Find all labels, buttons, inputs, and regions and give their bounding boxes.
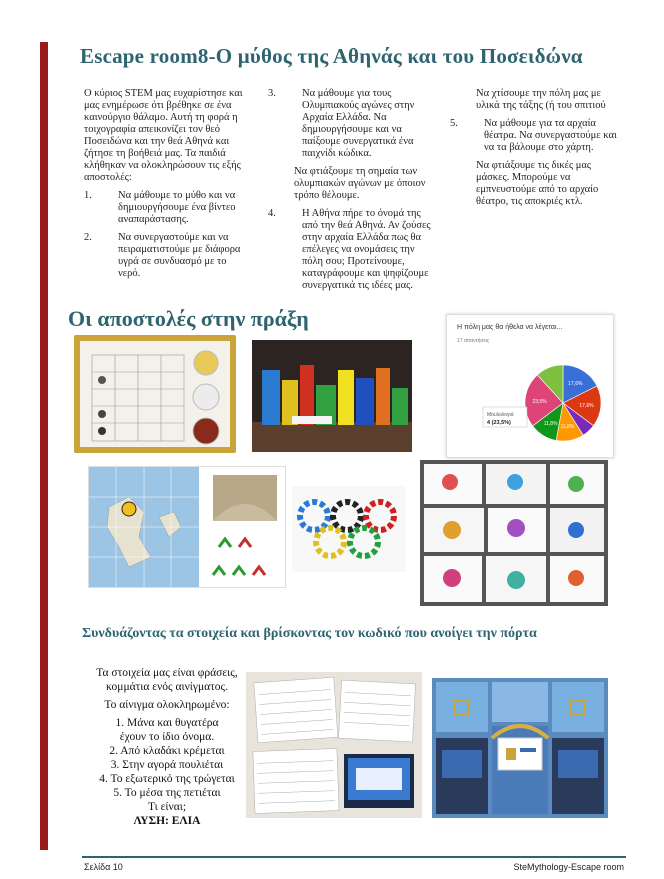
chart-card xyxy=(446,314,614,458)
photo-drawings-collage xyxy=(420,460,608,606)
riddle-line: Τι είναι; xyxy=(147,801,187,813)
photo-olympic-rings xyxy=(292,486,406,572)
page-title: Escape room8-Ο μύθος της Αθηνάς και του Ποσειδώνα xyxy=(80,44,583,68)
drawings-collage-illustration xyxy=(420,460,608,606)
escape-doors-illustration xyxy=(432,678,608,818)
riddle-line: 2. Από κλαδάκι κρέμεται xyxy=(109,745,225,757)
chart-title: Η πόλη μας θα ήθελα να λέγεται... xyxy=(457,324,563,331)
riddle-block xyxy=(82,666,252,828)
build-city-paragraph: Να χτίσουμε την πόλη μας με υλικά της τάξης (ή του σπιτιού xyxy=(476,88,606,111)
section-title-missions: Οι αποστολές στην πράξη xyxy=(68,306,309,331)
worksheets-illustration xyxy=(246,672,422,818)
photo-escape-doors xyxy=(432,678,608,818)
intro-paragraph: Ο κύριος STEM μας ευχαρίστησε και μας ενημέρωσε ότι βρέθηκε σε ένα καινούργιο θάλαμο. Αυτή τη φορά η τοιχογραφία απεικονίζει τον θεό Ποσειδώνα και την θεά Αθηνά και ζήτησε τη βοήθειά μας. Τα παιδιά κλήθηκαν να ολοκληρώσουν τις εξής αποστολές: xyxy=(84,88,243,183)
riddle-line: 4. Το εξωτερικό της τρώγεται xyxy=(99,773,235,785)
left-accent-bar xyxy=(40,42,48,850)
pie-chart xyxy=(447,315,613,457)
tooltip-name: Μουλολογιά xyxy=(487,412,514,418)
masks-paragraph: Να φτιάξουμε τις δικές μας μάσκες. Μπορούμε να εμπνευστούμε από το αρχαίο θέατρο, τις αποκριές κτλ. xyxy=(476,160,599,207)
pie-slice-label: 11,8% xyxy=(560,424,575,431)
photo-experiment-grid xyxy=(74,335,236,453)
mission-item-3: 3. Να μάθουμε για τους Ολυμπιακούς αγώνες στην Αρχαία Ελλάδα. Να δημιουργήσουμε και να παίξουμε συνεργατικά ένα παιχνίδι κώδικα. xyxy=(268,88,415,159)
riddle-line: 1. Μάνα και θυγατέρα xyxy=(115,717,219,729)
pie-slice-label: 17,6% xyxy=(579,403,594,410)
section-title-code: Συνδυάζοντας τα στοιχεία και βρίσκοντας τον κωδικό που ανοίγει την πόρτα xyxy=(82,626,537,641)
photo-worksheets xyxy=(246,672,422,818)
text-column-2 xyxy=(268,88,434,298)
page-number: Σελίδα 10 xyxy=(84,862,123,872)
photo-lego-city xyxy=(252,340,412,452)
footer-title: SteMythology-Escape room xyxy=(513,862,624,872)
footer-divider xyxy=(82,856,626,858)
riddle-line: 3. Στην αγορά πουλιέται xyxy=(110,759,224,771)
text-column-1 xyxy=(84,88,248,286)
photo-map-theatre xyxy=(88,466,286,588)
mission-item-2: 2. Να συνεργαστούμε και να πειραματιστούμε με διάφορα υγρά σε συνδυασμό με το νερό. xyxy=(84,232,241,279)
text-column-3 xyxy=(450,88,618,214)
mission-item-1: 1. Να μάθουμε το μύθο και να δημιουργήσουμε ένα βίντεο αναπαράστασης. xyxy=(84,190,236,225)
riddle-answer: ΛΥΣΗ: ΕΛΙΑ xyxy=(133,815,201,827)
experiment-grid-illustration xyxy=(74,335,236,453)
tooltip-value: 4 (23,5%) xyxy=(487,420,511,426)
mission-item-4: 4. Η Αθήνα πήρε το όνομά της από την θεά Αθηνά. Αν ζούσες στην αρχαία Ελλάδα πως θα επέλεγες να ονομάσεις την πόλη σου; Προτείνουμε, καταγράφουμε και ψηφίζουμε συνεργατικά τις ιδέες μας. xyxy=(268,208,431,291)
map-theatre-illustration xyxy=(89,467,285,587)
olympic-rings-illustration xyxy=(292,486,406,572)
riddle-line: έχουν το ίδιο όνομα. xyxy=(119,731,215,743)
riddle-line: 5. Το μέσα της πετιέται xyxy=(113,787,221,799)
lego-city-illustration xyxy=(252,340,412,452)
riddle-intro-3: Το αίνιγμα ολοκληρωμένο: xyxy=(104,699,230,711)
mission-item-5: 5. Να μάθουμε για τα αρχαία θέατρα. Να συνεργαστούμε και να τα βάλουμε στο χάρτη. xyxy=(450,118,617,153)
riddle-intro-1: Τα στοιχεία μας είναι φράσεις, xyxy=(96,667,238,679)
pie-slice-label: 17,6% xyxy=(568,380,583,387)
chart-subtitle: 17 απαντήσεις xyxy=(457,338,490,344)
pie-slice-label: 23,5% xyxy=(532,398,547,405)
pie-slice-label: 11,8% xyxy=(543,421,558,428)
flag-paragraph: Να φτιάξουμε τη σημαία των ολυμπιακών αγώνων με όποιον τρόπο θέλουμε. xyxy=(294,166,426,201)
riddle-intro-2: κομμάτια ενός αινίγματος. xyxy=(106,681,228,693)
